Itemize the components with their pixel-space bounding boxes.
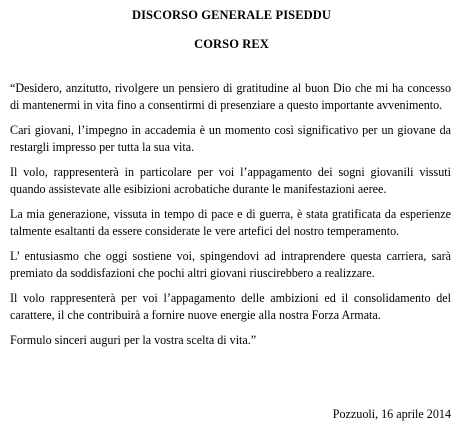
paragraph-gratitude: “Desidero, anzitutto, rivolgere un pensiero di gratitudine al buon Dio che mi ha concesso di mantenermi in vita fino a consentirmi di presenziare a questo importante avvenimento. [10, 81, 451, 112]
document-title: DISCORSO GENERALE PISEDDU [131, 8, 332, 22]
paragraph-wishes: Formulo sinceri auguri per la vostra scelta di vita.” [10, 333, 257, 347]
document-subtitle: CORSO REX [194, 37, 269, 51]
paragraph-young-people: Cari giovani, l’impegno in accademia è un momento così significativo per un giovane da restargli impresso per tutta la sua vita. [10, 123, 451, 154]
speech-body [10, 80, 451, 357]
paragraph-generation: La mia generazione, vissuta in tempo di pace e di guerra, è stata gratificata da esperienze talmente esaltanti da essere considerate le vere artefici del nostro temperamento. [10, 207, 451, 238]
place-and-date: Pozzuoli, 16 aprile 2014 [332, 407, 451, 421]
paragraph-flight-dreams: Il volo, rappresenterà in particolare per voi l’appagamento dei sogni giovanili vissuti quando assistevate alle esibizioni acrobatiche durante le manifestazioni aeree. [10, 165, 451, 196]
paragraph-ambitions: Il volo rappresenterà per voi l’appagamento delle ambizioni ed il consolidamento del carattere, il che contribuirà a fornire nuove energie alla nostra Forza Armata. [10, 291, 451, 322]
paragraph-enthusiasm: L’ entusiasmo che oggi sostiene voi, spingendovi ad intraprendere questa carriera, sarà premiato da soddisfazioni che pochi altri giovani riuscirebbero a realizzare. [10, 249, 451, 280]
